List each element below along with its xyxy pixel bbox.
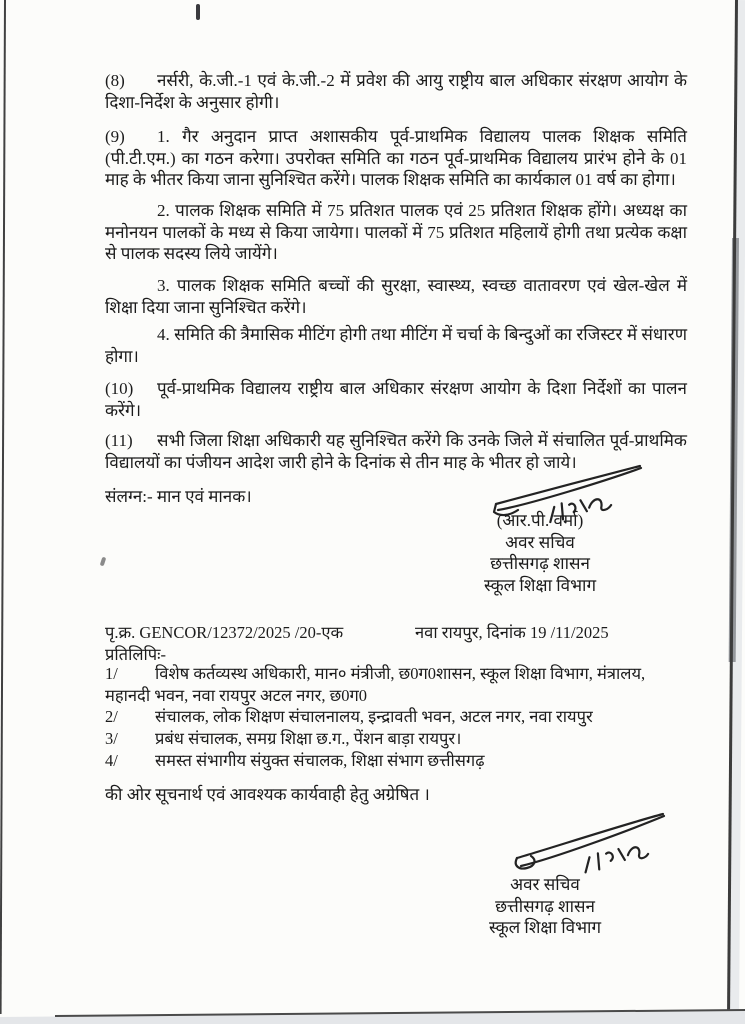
copy-number: 2/: [105, 707, 118, 726]
scan-artifact-top-mark: [196, 4, 200, 20]
copy-item-3: [105, 728, 687, 750]
copy-text: समस्त संभागीय संयुक्त संचालक, शिक्षा संभाग छत्तीसगढ़: [155, 751, 485, 770]
reference-row: [105, 620, 705, 643]
signatory-block-1: [425, 510, 655, 596]
paragraph-text: 1. गैर अनुदान प्राप्त अशासकीय पूर्व-प्राथमिक विद्यालय पालक शिक्षक समिति (पी.टी.एम.) का गठन करेगा। उपरोक्त समिति का गठन पूर्व-प्राथमिक विद्यालय प्रारंभ होने के 01 माह के भीतर किया जाना सुनिश्चित करेंगे। पालक शिक्षक समिति का कार्यकाल 01 वर्ष का होगा।: [105, 127, 687, 189]
paragraph-8: [105, 70, 687, 113]
enclosure-note: संलग्न:- मान एवं मानक।: [105, 487, 252, 506]
forwarding-note: की ओर सूचनार्थ एवं आवश्यक कार्यवाही हेतु अग्रेषित ।: [105, 785, 430, 804]
reference-number: पृ.क्र. GENCOR/12372/2025 /20-एक: [105, 623, 344, 642]
paragraph-9: [105, 126, 687, 191]
paragraph-text: 3. पालक शिक्षक समिति बच्चों की सुरक्षा, स्वास्थ्य, स्वच्छ वातावरण एवं खेल-खेल में शिक्षा दिया जाना सुनिश्चित करेंगे।: [105, 276, 687, 317]
paragraph-10: [105, 378, 687, 421]
signatory-govt: छत्तीसगढ़ शासन: [490, 554, 590, 573]
copy-number: 3/: [105, 729, 118, 748]
signatory-name: (आर.पी. वर्मा): [496, 511, 584, 530]
paragraph-text: 2. पालक शिक्षक समिति में 75 प्रतिशत पालक एवं 25 प्रतिशत शिक्षक होंगे। अध्यक्ष का मनोनयन पालकों के मध्य से किया जायेगा। पालकों में 75 प्रतिशत महिलायें होगी तथा प्रत्येक कक्षा से पालक सदस्य लिये जायेंगे।: [105, 201, 687, 263]
paragraph-text: नर्सरी, के.जी.-1 एवं के.जी.-2 में प्रवेश की आयु राष्ट्रीय बाल अधिकार संरक्षण आयोग के दिशा-निर्देश के अनुसार होगी।: [105, 71, 687, 112]
signatory-title: अवर सचिव: [510, 875, 580, 894]
copy-number: 1/: [105, 664, 118, 683]
paragraph-text: सभी जिला शिक्षा अधिकारी यह सुनिश्चित करेंगे कि उनके जिले में संचालित पूर्व-प्राथमिक विद्यालयों का पंजीयन आदेश जारी होने के दिनांक से तीन माह के भीतर हो जाये।: [105, 431, 687, 472]
scan-artifact-left-mark: [100, 557, 107, 567]
signatory-dept: स्कूल शिक्षा विभाग: [488, 918, 602, 937]
paragraph-number: (11): [105, 431, 133, 450]
signatory-govt: छत्तीसगढ़ शासन: [495, 896, 595, 916]
paragraph-text: पूर्व-प्राथमिक विद्यालय राष्ट्रीय बाल अधिकार संरक्षण आयोग के दिशा निर्देशों का पालन करेंगे।: [105, 379, 687, 420]
signatory-dept: स्कूल शिक्षा विभाग: [483, 575, 597, 595]
paragraph-number: (8): [105, 71, 125, 90]
copy-text: संचालक, लोक शिक्षण संचालनालय, इन्द्रावती भवन, अटल नगर, नवा रायपुर: [155, 707, 593, 726]
paragraph-number: (9): [105, 127, 125, 146]
signatory-title: अवर सचिव: [505, 532, 575, 552]
signatory-block-2: [430, 874, 660, 939]
copy-text: प्रबंध संचालक, समग्र शिक्षा छ.ग., पेंशन बाड़ा रायपुर।: [155, 729, 462, 748]
paragraph-text: 4. समिति की त्रैमासिक मीटिंग होगी तथा मीटिंग में चर्चा के बिन्दुओं का रजिस्टर में संधारण होगा।: [105, 325, 687, 366]
paragraph-9-point-3: [105, 275, 687, 318]
paragraph-number: (10): [105, 379, 134, 398]
copy-to-label: प्रतिलिपिः-: [105, 645, 167, 664]
paragraph-9-point-2: [105, 200, 687, 265]
paragraph-9-point-4: [105, 324, 687, 367]
copy-item-1: [105, 663, 687, 706]
copy-text: विशेष कर्तव्यस्थ अधिकारी, मान० मंत्रीजी, छ0ग0शासन, स्कूल शिक्षा विभाग, मंत्रालय, महानदी भवन, नवा रायपुर अटल नगर, छ0ग0: [105, 664, 646, 705]
page-edge-left: [0, 0, 6, 1014]
copy-item-4: [105, 750, 687, 772]
copy-number: 4/: [105, 751, 118, 770]
place-date: नवा रायपुर, दिनांक 19 /11/2025: [415, 623, 609, 642]
signature-scribble-2: [505, 806, 681, 876]
copy-item-2: [105, 706, 687, 728]
